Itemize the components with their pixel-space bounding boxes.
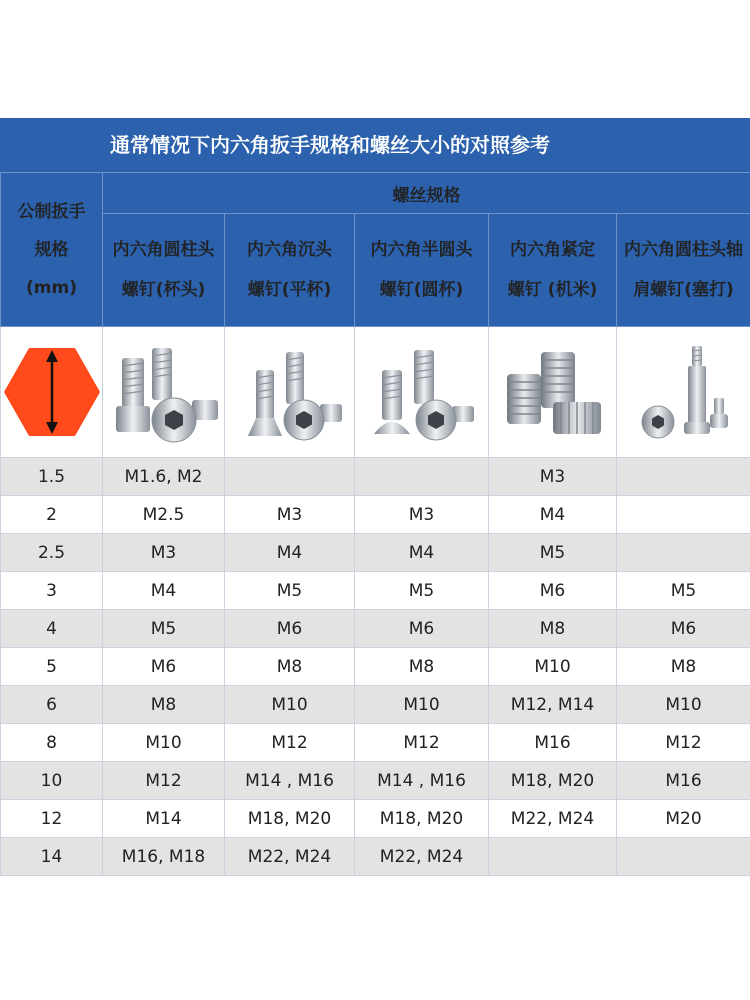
button-head-image-cell xyxy=(355,327,489,458)
button-head-cell: M8 xyxy=(355,648,489,686)
spec-sheet xyxy=(0,118,750,876)
wrench-size-cell: 3 xyxy=(1,572,103,610)
socket-cap-cell: M10 xyxy=(103,724,225,762)
column-header-socket-cap xyxy=(103,214,225,327)
hexagon-wrench-icon xyxy=(2,342,102,442)
data-rows xyxy=(1,458,750,876)
column-header-line: 内六角紧定 xyxy=(510,240,595,260)
button-head-cell: M10 xyxy=(355,686,489,724)
countersunk-cell: M10 xyxy=(225,686,355,724)
countersunk-cell: M8 xyxy=(225,648,355,686)
table-row xyxy=(1,800,750,838)
column-header-set-screw xyxy=(489,214,617,327)
set-screw-image-cell xyxy=(489,327,617,458)
countersunk-cell: M22, M24 xyxy=(225,838,355,876)
column-header-line: 内六角圆柱头 xyxy=(112,240,215,260)
shoulder-screw-icon xyxy=(628,340,740,444)
shoulder-cell: M10 xyxy=(617,686,750,724)
countersunk-image-cell xyxy=(225,327,355,458)
socket-cap-image-cell xyxy=(103,327,225,458)
table-row xyxy=(1,458,750,496)
wrench-size-cell: 6 xyxy=(1,686,103,724)
button-head-cell: M5 xyxy=(355,572,489,610)
set-screw-cell: M8 xyxy=(489,610,617,648)
shoulder-cell xyxy=(617,838,750,876)
column-header-line: 螺钉(平杯) xyxy=(247,280,332,300)
table-row xyxy=(1,838,750,876)
button-head-cell: M4 xyxy=(355,534,489,572)
button-head-cell: M22, M24 xyxy=(355,838,489,876)
set-screw-cell: M3 xyxy=(489,458,617,496)
countersunk-cell: M3 xyxy=(225,496,355,534)
image-row xyxy=(1,327,750,458)
shoulder-cell xyxy=(617,458,750,496)
header-row-top xyxy=(1,173,750,214)
column-header-button-head xyxy=(355,214,489,327)
shoulder-cell xyxy=(617,534,750,572)
set-screw-icon xyxy=(497,340,609,444)
button-head-cell xyxy=(355,458,489,496)
wrench-size-cell: 2.5 xyxy=(1,534,103,572)
shoulder-cell: M8 xyxy=(617,648,750,686)
set-screw-cell: M18, M20 xyxy=(489,762,617,800)
countersunk-cell xyxy=(225,458,355,496)
socket-cap-cell: M6 xyxy=(103,648,225,686)
wrench-size-cell: 5 xyxy=(1,648,103,686)
column-header-shoulder xyxy=(617,214,750,327)
column-header-countersunk xyxy=(225,214,355,327)
wrench-size-cell: 8 xyxy=(1,724,103,762)
shoulder-cell xyxy=(617,496,750,534)
wrench-size-cell: 12 xyxy=(1,800,103,838)
shoulder-cell: M12 xyxy=(617,724,750,762)
column-header-line: 内六角圆柱头轴 xyxy=(624,240,743,260)
table-row xyxy=(1,762,750,800)
table-row xyxy=(1,572,750,610)
socket-cap-cell: M8 xyxy=(103,686,225,724)
socket-cap-cell: M16, M18 xyxy=(103,838,225,876)
countersunk-cell: M12 xyxy=(225,724,355,762)
shoulder-cell: M5 xyxy=(617,572,750,610)
table-row xyxy=(1,686,750,724)
button-head-cell: M6 xyxy=(355,610,489,648)
shoulder-screw-image-cell xyxy=(617,327,750,458)
table-row xyxy=(1,610,750,648)
hex-cell xyxy=(1,327,103,458)
wrench-size-header-line: (mm) xyxy=(26,277,77,298)
screw-spec-header: 螺丝规格 xyxy=(103,173,750,214)
wrench-size-cell: 2 xyxy=(1,496,103,534)
wrench-size-header-line: 规格 xyxy=(34,239,69,260)
set-screw-cell: M4 xyxy=(489,496,617,534)
set-screw-cell: M16 xyxy=(489,724,617,762)
wrench-size-cell: 4 xyxy=(1,610,103,648)
socket-cap-cell: M14 xyxy=(103,800,225,838)
table-row xyxy=(1,648,750,686)
countersunk-cell: M14 , M16 xyxy=(225,762,355,800)
countersunk-cell: M18, M20 xyxy=(225,800,355,838)
wrench-size-cell: 1.5 xyxy=(1,458,103,496)
column-header-line: 内六角沉头 xyxy=(247,240,332,260)
socket-cap-cell: M3 xyxy=(103,534,225,572)
socket-cap-cell: M12 xyxy=(103,762,225,800)
table-row xyxy=(1,724,750,762)
socket-cap-screw-icon xyxy=(108,340,220,444)
countersunk-cell: M6 xyxy=(225,610,355,648)
socket-cap-cell: M2.5 xyxy=(103,496,225,534)
page-title: 通常情况下内六角扳手规格和螺丝大小的对照参考 xyxy=(0,118,750,172)
button-head-cell: M12 xyxy=(355,724,489,762)
wrench-size-header-line: 公制扳手 xyxy=(17,201,86,222)
button-head-screw-icon xyxy=(366,340,478,444)
set-screw-cell: M22, M24 xyxy=(489,800,617,838)
column-header-line: 肩螺钉(塞打) xyxy=(633,280,734,300)
countersunk-screw-icon xyxy=(234,340,346,444)
socket-cap-cell: M4 xyxy=(103,572,225,610)
button-head-cell: M14 , M16 xyxy=(355,762,489,800)
button-head-cell: M18, M20 xyxy=(355,800,489,838)
table-row xyxy=(1,496,750,534)
shoulder-cell: M16 xyxy=(617,762,750,800)
column-header-line: 螺钉 (机米) xyxy=(507,280,598,300)
column-header-line: 螺钉(圆杯) xyxy=(379,280,464,300)
header-row-columns xyxy=(1,214,750,327)
shoulder-cell: M6 xyxy=(617,610,750,648)
shoulder-cell: M20 xyxy=(617,800,750,838)
countersunk-cell: M4 xyxy=(225,534,355,572)
set-screw-cell: M12, M14 xyxy=(489,686,617,724)
wrench-size-header xyxy=(1,173,103,327)
spec-table xyxy=(0,172,750,876)
column-header-line: 螺钉(杯头) xyxy=(121,280,206,300)
set-screw-cell xyxy=(489,838,617,876)
set-screw-cell: M10 xyxy=(489,648,617,686)
table-row xyxy=(1,534,750,572)
wrench-size-cell: 14 xyxy=(1,838,103,876)
wrench-size-cell: 10 xyxy=(1,762,103,800)
column-header-line: 内六角半圆头 xyxy=(370,240,473,260)
socket-cap-cell: M5 xyxy=(103,610,225,648)
socket-cap-cell: M1.6, M2 xyxy=(103,458,225,496)
button-head-cell: M3 xyxy=(355,496,489,534)
countersunk-cell: M5 xyxy=(225,572,355,610)
set-screw-cell: M5 xyxy=(489,534,617,572)
set-screw-cell: M6 xyxy=(489,572,617,610)
